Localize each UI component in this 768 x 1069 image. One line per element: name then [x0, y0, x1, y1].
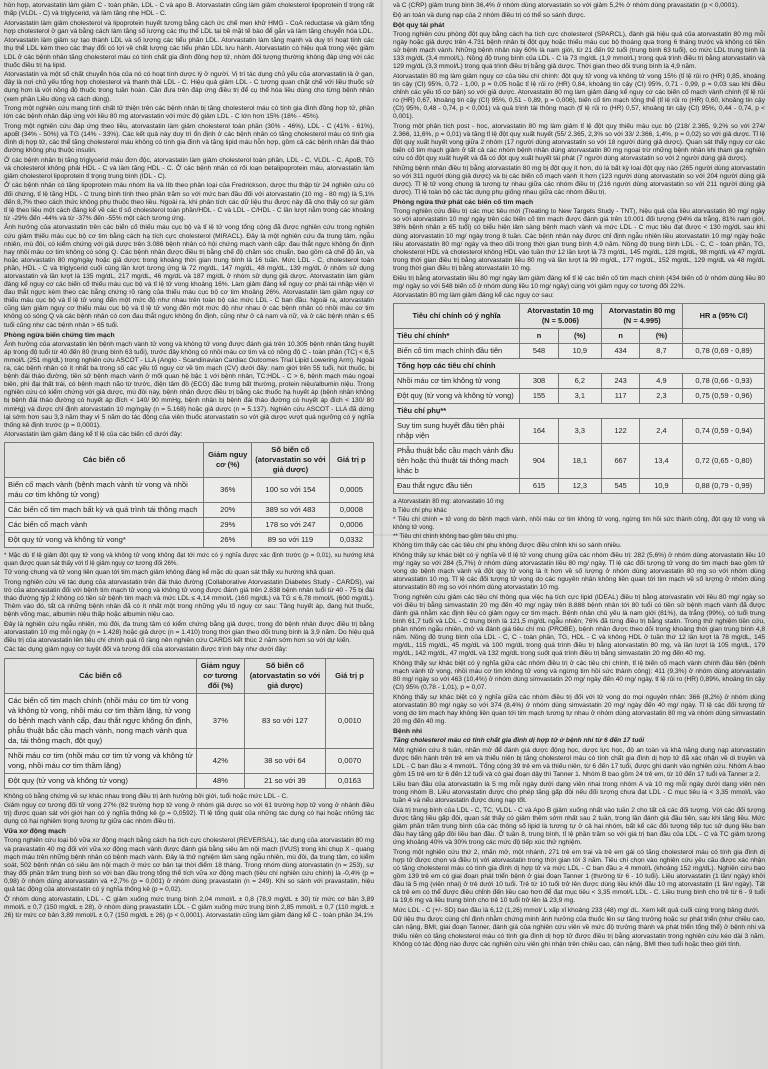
section-heading: Phòng ngừa biến chứng tim mạch — [4, 331, 115, 339]
table-cell: 0,88 (0,79 - 0,99) — [683, 479, 765, 494]
table-cell: 545 — [601, 479, 640, 494]
paragraph: Đây là nghiên cứu ngẫu nhiên, mù đôi, đa trung tâm có kiểm chứng bằng giả dược, trong đó bệnh nhân được điều trị bằng atorvastatin 10 mg mỗi ngày (n = 1.428) hoặc giả dược (n = 1.410) trong thời gian theo dõi trung bình là 3,9 năm. Do hiệu quả điều trị của atorvastatin lên tiêu chí chính quá rõ ràng nên nghiên cứu CARDS kết thúc 2 năm sớm hơn so với dự kiến. — [4, 620, 374, 644]
table-cell: Đột quỵ tử vong và không tử vong* — [5, 533, 204, 548]
table-cell: 0,75 (0,59 - 0,96) — [683, 389, 765, 404]
table-cell: 548 — [520, 344, 559, 359]
table-row — [394, 419, 765, 444]
table-cell: 10,9 — [640, 479, 683, 494]
table-header-cell: Số biến cố (atorvastatin so với giả dược) — [252, 443, 329, 478]
table-cell: 0,0008 — [329, 503, 373, 518]
table-row — [5, 478, 374, 503]
table-header-row — [5, 658, 374, 693]
table-cell: 0,74 (0,59 - 0,94) — [683, 419, 765, 444]
table-cell: 6,2 — [558, 374, 601, 389]
paragraph: Điều trị bằng atorvastatin liều 80 mg/ ngày làm giảm đáng kể tỉ lệ các biến cố tim mạch chính (434 biến cố ở nhóm dùng liều 80 mg/ ngày so với 548 biến cố ở nhóm dùng liều 10 mg/ ngày) cùng với giảm nguy cơ tương đối 22%. — [393, 274, 765, 290]
paragraph: Liều ban đầu của atorvastatin là 5 mg mỗi ngày dưới dạng viên nhai trong nhóm A và 10 mg mỗi ngày dưới dạng viên nén trong nhóm B. Liều atorvastatin được cho phép tăng gấp đôi nếu đối tượng chưa đạt LDL - C mục tiêu là < 3,35 mmol/L vào tuần 4 và nếu atorvastatin được dung nạp tốt. — [393, 780, 765, 805]
table-cell: (%) — [558, 329, 601, 344]
paragraph: Ở nhóm dùng atorvastatin, LDL - C giảm xuống mức trung bình 2,04 mmol/L ± 0,8 (78,9 mg/dL ± 30) từ mức cơ bản 3,89 mmol/L ± 0,7 (150 mg/dL ± 28), ở nhóm dùng pravastatin LDL - C giảm xuống mức trung bình 2,85 mmol/L ± 0,7 (110 mg/dL ± 26) từ mức cơ bản 3,89 mmol/L ± 0,7 (150 mg/dL ± 26) (p < 0,0001). Atorvastatin cũng làm giảm đáng kể C - toàn phần 34,1% — [4, 895, 374, 919]
table-cell: 89 so với 119 — [252, 533, 329, 548]
table-row — [394, 374, 765, 389]
table-footnote: ** Tiêu chí chính không bao gồm tiêu chí phụ. — [393, 533, 518, 541]
table-cell: (%) — [640, 329, 683, 344]
paragraph: Những bệnh nhân điều trị bằng atorvastatin 80 mg bị đột quỵ ít hơn, dù là bất kỳ loại đột quỵ nào (265 người dùng atorvastatin so với 311 người dùng giả dược) và bị các biến cố mạch vành ít hơn (123 người dùng atorvastatin so với 204 người dùng giả dược). Tỉ lệ tử vong chung là tương tự nhau giữa các nhóm điều trị (216 người dùng atorvastatin so với 211 người dùng giả dược). Tỉ lệ toàn bộ các tác dụng phụ giống nhau giữa các nhóm điều trị. — [393, 164, 765, 197]
table-footnote: b Tiêu chí phụ khác — [393, 507, 447, 515]
table-header-cell: Giảm nguy cơ tương đối (%) — [196, 658, 244, 693]
table-cell: 117 — [601, 389, 640, 404]
table-cell: Biến cố mạch vành (bệnh mạch vành tử vong và nhồi máu cơ tim không tử vong) — [5, 478, 204, 503]
left-column — [4, 2, 374, 1069]
table-cell: 2,3 — [640, 389, 683, 404]
paragraph: Trong một nghiên cứu mang tính chất tử thiện trên các bệnh nhân bị tăng cholesterol máu có tính gia đình đồng hợp tử, phần lớn các bệnh nhân đáp ứng với liều 80 mg atorvastatin với mức độ giảm LDL - C lớn hơn 15% (18% - 45%). — [4, 105, 374, 121]
table-cell: Tiêu chí chính* — [394, 329, 520, 344]
table-cell: 122 — [601, 419, 640, 444]
table-cell: 615 — [520, 479, 559, 494]
table-cell: Đau thắt ngực đầu tiên — [394, 479, 520, 494]
paragraph: Trong nghiên cứu phòng đột quỵ bằng cách hạ tích cực cholesterol (SPARCL), đánh giá hiệu quả của atorvastatin 80 mg mỗi ngày hoặc giả dược trên 4.731 bệnh nhân bị đột quỵ hoặc thiếu máu cục bộ thoáng qua trong 6 tháng trước và không có tiền sử bệnh mạch vành. Những bệnh nhân này 60% là nam giới, từ 21 đến 92 tuổi (trung bình 63 tuổi), có mức LDL trung bình là 133 mg/dL (3,4 mmol/L). Nồng độ trung bình của LDL - C là 73 mg/dL (1,9 mmol/L) trong quá trình điều trị bằng atorvastatin và 129 mg/dL (3,3 mmol/L) trong quá trình điều trị bằng giả dược. Thời gian theo dõi trung bình là 4,9 năm. — [393, 30, 765, 71]
table-cell: 83 so với 127 — [244, 693, 325, 748]
paragraph: Ở các bệnh nhân bị tăng triglycerid máu đơn độc, atorvastatin làm giảm cholesterol toàn phần, LDL - C, VLDL - C, ApoB, TG và cholesterol không phải HDL - C và làm tăng HDL - C. Ở các bệnh nhân có rối loạn betalipoprotein máu, atorvastatin làm giảm cholesterol lipoprotein tỉ trọng trung bình (IDL - C). — [4, 156, 374, 180]
paragraph: Các tác dụng giảm nguy cơ tuyệt đối và tương đối của atorvastatin được trình bày như dưới đây: — [4, 646, 288, 654]
table-cell: 8,7 — [640, 344, 683, 359]
section-heading: Vữa xơ động mạch — [4, 828, 66, 836]
table-cell: 904 — [520, 444, 559, 479]
paragraph: Ảnh hưởng của atorvastatin lên bệnh mạch vành tử vong và không tử vong được đánh giá trên 10.305 bệnh nhân tăng huyết áp trong độ tuổi từ 40 đến 80 (trung bình 63 tuổi), trước đây không có nhồi máu cơ tim và có nồng độ C - toàn phần (TC) < 6,5 mmol/L (251 mg/dL) trong nghiên cứu ASCOT - LLA (Anglo - Scandinavian Cardiac Outcomes Trial Lipid Lowering Arm). Ngoài ra, các bệnh nhân có ít nhất ba trong số các yếu tố nguy cơ về tim mạch (CV) dưới đây: nam giới trên 55 tuổi, hút thuốc, bị bệnh đái tháo đường, tiền sử bệnh mạch vành ở mối quan hệ bậc 1 với bệnh nhân, TC:HDL - C > 6, bệnh mạch máu ngoại biên, phì đại thất trái, có bệnh mạch não từ trước, điện tâm đồ (ECG) đặc trưng bất thường, protein niệu/albumin niệu. Trong nghiên cứu có kiểm chứng với giả dược, mù đôi này, bệnh nhân được điều trị bằng các thuốc hạ huyết áp (bệnh nhân không bị bệnh đái tháo đường có huyết áp đích < 140/ 90 mmHg, bệnh nhân bị bệnh đái tháo đường có huyết áp đích < 130/ 80 mmHg) và được chỉ định atorvastatin 10 mg/ngày (n = 5.168) hoặc giả dược (n = 5.137). Nghiên cứu ASCOT - LLA đã dừng lại sớm hơn sau 3,3 năm thay vì 5 năm do tác động của viên thuốc atorvastatin so với giả dược vượt quá ngưỡng có ý nghĩa thống kê định trước (p = 0,0001). — [4, 340, 374, 429]
table-cell: Đột quỵ (tử vong và không tử vong) — [394, 389, 520, 404]
paragraph: Không thấy sự khác biệt có ý nghĩa giữa các nhóm điều trị ở các tiêu chí chính, tỉ lệ biến cố mạch vành chính đầu tiên (bệnh mạch vành tử vong, nhồi máu cơ tim không tử vong và ngừng tim hồi sức thành công): 411 (9,3%) ở nhóm dùng atorvastatin 80 mg/ ngày so với 463 (10,4%) ở nhóm dùng simvastatin 20 mg/ ngày đến 40 mg/ ngày, tỉ lệ rủi ro (HR) 0,89%, khoảng tin cậy (CI) 95% (0,78 - 1,01), p = 0,07. — [393, 660, 765, 692]
table-cell: 42% — [196, 748, 244, 773]
events-table-ascot — [4, 442, 374, 548]
paragraph: hỗn hợp, atorvastatin làm giảm C - toàn phần, LDL - C và apo B. Atorvastatin cũng làm giảm cholesterol lipoprotein tỉ trọng rất thấp (VLDL - C) và triglycerid, và làm tăng nhẹ HDL - C. — [4, 2, 374, 18]
table-cell — [683, 329, 765, 344]
table-cell: 308 — [520, 374, 559, 389]
table-cell: 0,72 (0,65 - 0,80) — [683, 444, 765, 479]
section-heading: Phòng ngừa thứ phát các biến cố tim mạch — [393, 199, 534, 207]
table-row — [5, 773, 374, 788]
table-cell: n — [520, 329, 559, 344]
table-header-cell: Giảm nguy cơ (%) — [204, 443, 252, 478]
paragraph: Giá trị trung bình của LDL - C, TC, VLDL - C và Apo B giảm xuống nhất vào tuần 2 cho tất cả các đối tượng. Với các đối tượng được tăng liều gấp đôi, quan sát thấy có giảm thêm sớm nhất sau 2 tuần, trong lần đánh giá đầu tiên, sau khi tăng liều. Mức giảm phần trăm trung bình của các thông số lipid là tương tự ở cả hai nhóm, bất kể các đối tượng tiếp tục sử dụng liều ban đầu hay tăng gấp đôi liều ban đầu. Ở tuần 8, trung bình, tỉ lệ phần trăm so với giá trị ban đầu của LDL - C và TC giảm tương ứng khoảng 40% và 30% trong các mức độ tiếp xúc thử nghiệm. — [393, 806, 765, 847]
table-cell: 667 — [601, 444, 640, 479]
table-cell: Tổng hợp các tiêu chí chính — [394, 359, 765, 374]
table-cell: Biến cố tim mạch chính đầu tiên — [394, 344, 520, 359]
table-cell: 0,0332 — [329, 533, 373, 548]
table-cell: Suy tim sung huyết đầu tiên phải nhập viện — [394, 419, 520, 444]
section-heading: Bệnh nhi — [393, 728, 423, 736]
section-heading: Đột quỵ tái phát — [393, 21, 445, 29]
paragraph: Atorvastatin và một số chất chuyển hóa của nó có hoạt tính dược lý ở người. Vị trí tác dụng chủ yếu của atorvastatin là ở gan, đây là nơi chủ yếu tổng hợp cholesterol và thanh thải LDL - C. Hiệu quả giảm LDL - C tương quan chặt chẽ với liều thuốc sử dụng hơn là với nồng độ thuốc trong tuần hoàn. Cần đưa trên đáp ứng điều trị để cụ thể hóa liều dùng cho từng bệnh nhân (xem phần Liều dùng và cách dùng). — [4, 71, 374, 103]
table-cell: Các biến cố mạch vành — [5, 518, 204, 533]
right-column — [393, 2, 765, 1069]
table-cell: 243 — [601, 374, 640, 389]
table-subheader-row — [394, 329, 765, 344]
table-cell: 434 — [601, 344, 640, 359]
table-cell: Phẫu thuật bắc cầu mạch vành đầu tiên hoặc thủ thuật tái thông mạch khác b — [394, 444, 520, 479]
paragraph: Trong nghiên cứu giảm các tiêu chí thông qua việc hạ tích cực lipid (IDEAL) điều trị bằng atorvastatin với liều 80 mg/ ngày so với điều trị bằng simvastatin 20 mg đến 40 mg/ ngày trên 8.888 bệnh nhân tới 80 tuổi có tiền sử bệnh mạch vành đã được đánh giá nhằm xác định liệu có giảm nguy cơ tim mạch. Bệnh nhân chủ yếu là nam giới (81%), da trắng (99%), có tuổi trung bình 61,7 tuổi và LDL - C trung bình là 121,5 mg/dL ngẫu nhiên; 76% đã từng điều trị bằng statin. Trong thử nghiệm tiền cứu, phân nhóm ngẫu nhiên, mở và đánh giá tiêu chí mù (PROBE), bệnh nhân được theo dõi trong khoảng thời gian trung bình 4,8 năm. Nồng độ trung bình của LDL - C, C - toàn phần, TG, HDL - C và không HDL ở tuần thứ 12 lần lượt là 78 mg/dL, 145 mg/dL, 115 mg/dL, 45 mg/dL và 100 mg/dL trong quá trình điều trị bằng atorvastatin 80 mg, và lần lượt là 105 mg/dL, 179 mg/dL, 142 mg/dL, 47 mg/dL và 132 mg/dL trong suốt quá trình điều trị bằng simvastatin 20 mg đến 40 mg. — [393, 593, 765, 658]
table-cell: Các biến cố tim mạch chính (nhồi máu cơ tim tử vong và không tử vong, nhồi máu cơ tim thầm lặng, tử vong do bệnh mạch vành cấp, đau thắt ngực không ổn định, phẫu thuật bắc cầu mạch vành, nong mạch vành qua da, tái thông mạch, đột quỵ) — [5, 693, 197, 748]
table-group-row — [394, 359, 765, 374]
table-header-cell: Atorvastatin 10 mg (N = 5.006) — [520, 304, 602, 329]
table-cell: 20% — [204, 503, 252, 518]
table-header-cell: Các biến cố — [5, 658, 197, 693]
paragraph: Không thấy sự khác biệt có ý nghĩa giữa các nhóm điều trị đối với tử vong do mọi nguyên nhân: 366 (8,2%) ở nhóm dùng atorvastatin 80 mg/ ngày so với 374 (8,4%) ở nhóm dùng simvastatin 20 mg/ ngày đến 40 mg/ ngày. Tỉ lệ các đối tượng tử vong do tim mạch hay không liên quan tới tim mạch tương tự nhau ở nhóm dùng atorvastatin 80 mg và nhóm dùng simvastatin 20 mg đến 40 mg. — [393, 693, 765, 726]
table-cell: 21 so với 39 — [244, 773, 325, 788]
paragraph: Trong nghiên cứu điều trị các mục tiêu mới (Treating to New Targets Study - TNT), hiệu quả của liều atorvastatin 80 mg/ ngày so với atorvastatin 10 mg/ ngày trên các biến cố tim mạch được đánh giá trên 10.001 đối tượng (94% da trắng, 81% nam giới, 38% bệnh nhân ≥ 65 tuổi) có biểu hiện lâm sàng bệnh mạch vành và mức LDL - C mục tiêu đạt được < 130 mg/dL sau khi dùng atorvastatin 10 mg/ ngày trong 8 tuần. Các bệnh nhân này được chỉ định ngẫu nhiên liều atorvastatin 10 mg/ ngày hoặc liều atorvastatin 80 mg/ ngày và theo dõi trong thời gian trung bình 4,9 năm. Nồng độ trung bình LDL - C, C - toàn phần, TG, cholesterol HDL và cholesterol không HDL vào tuần thứ 12 lần lượt là 73 mg/dL, 145 mg/dL, 128 mg/dL, 98 mg/dL và 47 mg/dL trong thời gian điều trị bằng atorvastatin liều 80 mg và lần lượt là 99 mg/dL, 177 mg/dL, 152 mg/dL, 129 mg/dL và 48 mg/dL trong thời gian điều trị bằng atorvastatin 10 mg. — [393, 208, 765, 272]
table-cell: 12,3 — [558, 479, 601, 494]
table-cell: 0,0070 — [326, 748, 374, 773]
table-row — [5, 518, 374, 533]
table-cell: 0,0006 — [329, 518, 373, 533]
table-row — [5, 748, 374, 773]
table-row — [394, 389, 765, 404]
table-row — [5, 503, 374, 518]
tnt-outcomes-table — [393, 303, 765, 494]
table-cell: 4,9 — [640, 374, 683, 389]
table-header-cell: Atorvastatin 80 mg (N = 4.995) — [601, 304, 683, 329]
table-header-cell: Giá trị p — [326, 658, 374, 693]
paragraph: Trong một phân tích post - hoc, atorvastatin 80 mg làm giảm tỉ lệ đột quỵ thiếu máu cục bộ (218/ 2.365, 9,2% so với 274/ 2.366, 11,6%, p = 0,01) và tăng tỉ lệ đột quỵ xuất huyết (55/ 2.365, 2,3% so với 33/ 2.366, 1,4%, p = 0,02) so với giả dược. Tỉ lệ đột quỵ xuất huyết vong giữa 2 nhóm (17 người dùng atorvastatin so với 18 người dùng giả dược). Quan sát thấy nguy cơ các biến cố tim mạch giảm ở tất cả các nhóm bệnh nhân dùng atorvastatin 80 mg ngoại trừ những bệnh nhân khi tham gia nghiên cứu có đột quỵ xuất huyết và đã có đột quỵ xuất huyết tái phát (7 người dùng atorvastatin so với 2 người dùng giả dược). — [393, 122, 765, 163]
paragraph: Atorvastatin làm giảm sự tạo thành LDL và số lượng các tiểu phân LDL. Atorvastatin làm tăng mạnh và duy trì hoạt tính các thụ thể LDL kèm theo các thay đổi có lợi về chất lượng các tiểu phân LDL lưu hành. Atorvastatin có hiệu quả trong việc giảm LDL ở các bệnh nhân tăng cholesterol máu có tính chất gia đình đồng hợp tử, nhóm đối tượng thường không đáp ứng với các thuốc điều trị hạ lipid. — [4, 37, 374, 69]
table-header-row — [5, 443, 374, 478]
table-cell: 38 so với 64 — [244, 748, 325, 773]
paragraph: Không thấy sự khác biệt có ý nghĩa về tỉ lệ tử vong chung giữa các nhóm điều trị: 282 (5,6%) ở nhóm dùng atorvastatin liều 10 mg/ ngày so với 284 (5,7%) ở nhóm dùng atorvastatin liều 80 mg/ ngày. Tỉ lệ các đối tượng tử vong do tim mạch bao gồm tử vong do bệnh mạch vành và đột quỵ tử vong là ít hơn về số lượng ở nhóm dùng atorvastatin 80 mg so với nhóm dùng atorvastatin 10 mg. Tỉ lệ các đối tượng tử vong do các nguyên nhân không liên quan tới tim mạch về số lượng ở nhóm dùng atorvastatin 80 mg so với nhóm dùng atorvastatin 10 mg. — [393, 551, 765, 592]
table-cell: 3,3 — [558, 419, 601, 444]
paragraph: Mức LDL - C (+/- SD) ban đầu là 6,12 (1,26) mmol/ L xấp xỉ khoảng 233 (48) mg/ dL. Xem kết quả cuối cùng trong bảng dưới. — [393, 906, 760, 914]
table-cell: 0,0010 — [326, 693, 374, 748]
table-cell: 26% — [204, 533, 252, 548]
table-cell: 0,78 (0,66 - 0,93) — [683, 374, 765, 389]
table-row — [394, 479, 765, 494]
paragraph: Giảm nguy cơ tương đối tử vong 27% (82 trường hợp tử vong ở nhóm giả dược so với 61 trường hợp tử vong ở nhánh điều trị) được quan sát với giới hạn có ý nghĩa thống kê (p = 0,0592). Tỉ lệ tổng quát của những tác dụng có hại hoặc những tác dụng có hại nghiêm trọng tương tự giữa các nhóm điều trị. — [4, 802, 374, 826]
table-cell: 155 — [520, 389, 559, 404]
subsection-heading: Tăng cholesterol máu có tính chất gia đình dị hợp tử ở bệnh nhi từ 6 đến 17 tuổi — [393, 737, 645, 745]
table-cell: 48% — [196, 773, 244, 788]
table-row — [5, 533, 374, 548]
table-cell: 3,1 — [558, 389, 601, 404]
table-header-cell: Các biến cố — [5, 443, 204, 478]
table-cell: Nhồi máu cơ tim (nhồi máu cơ tim tử vong và không tử vong, nhồi máu cơ tim thầm lặng) — [5, 748, 197, 773]
table-header-row — [394, 304, 765, 329]
table-header-cell: Tiêu chí chính có ý nghĩa — [394, 304, 520, 329]
table-header-cell: Số biến cố (atorvastatin so với giả dược) — [244, 658, 325, 693]
table-cell: 164 — [520, 419, 559, 444]
paragraph: và C (CRP) giảm trung bình 36,4% ở nhóm dùng atorvastatin so với giảm 5,2% ở nhóm dùng pravastatin (p < 0,0001). — [393, 2, 739, 9]
table-footnote: * Mặc dù tỉ lệ giảm đột quỵ tử vong và không tử vong không đạt tới mức có ý nghĩa được xác định trước (p = 0,01), xu hướng khả quan được quan sát thấy với tỉ lệ giảm nguy cơ tương đối 26%. — [4, 552, 374, 567]
table-row — [5, 693, 374, 748]
table-cell: 10,9 — [558, 344, 601, 359]
table-group-row — [394, 404, 765, 419]
table-header-cell: HR a (95% CI) — [683, 304, 765, 329]
table-cell: 13,4 — [640, 444, 683, 479]
paragraph: Atorvastatin làm giảm cholesterol và lipoprotein huyết tương bằng cách ức chế men khử HMG - CoA reductase và giảm tổng hợp cholesterol ở gan và bằng cách làm tăng số lượng các thụ thể LDL tại bề mặt tế bào để gắn và làm tăng chuyển hóa LDL. — [4, 19, 374, 35]
table-row — [394, 344, 765, 359]
paragraph: Trong một nghiên cứu đáp ứng theo liều, atorvastatin làm giảm cholesterol toàn phần (30% - 46%), LDL - C (41% - 61%), apoB (34% - 50%) và TG (14% - 33%). Các kết quả này duy trì ổn định ở các bệnh nhân có tăng cholesterol máu có tính gia đình dị hợp tử, các thể tăng cholesterol máu không có tính gia đình và tăng lipid máu hỗn hợp, gồm cả các bệnh nhân đái tháo đường không phụ thuộc insulin. — [4, 122, 374, 155]
paragraph: Độ an toàn và dung nạp của 2 nhóm điều trị có thể so sánh được. — [393, 11, 586, 19]
paragraph: Ảnh hưởng của atorvastatin trên các biến cố thiếu máu cục bộ và tỉ lệ tử vong tổng cộng đã được nghiên cứu trong nghiên cứu giảm thiếu máu cục bộ cơ tim bằng cách hạ tích cực cholesterol (MIRACL). Đây là một nghiên cứu đa trung tâm, ngẫu nhiên, mù đôi, có kiểm chứng với giả dược trên 3.086 bệnh nhân có hội chứng mạch vành cấp: đau thắt ngực không ổn định hay nhồi máu cơ tim không có sóng Q. Các bệnh nhân được điều trị bằng chế độ chăm sóc chuẩn, bao gồm cả chế độ ăn, và hoặc atorvastatin 80 mg/ngày hoặc giả dược trong khoảng thời gian trung bình là 16 tuần. Mức LDL - C, cholesterol toàn phần, HDL - C và triglycerid cuối cùng lần lượt tương ứng là 72 mg/dL, 147 mg/dL, 48 mg/dL, 139 mg/dL ở nhóm sử dụng atorvastatin và lần lượt là 135 mg/dL, 217 mg/dL, 46 mg/dL và 187 mg/dL ở nhóm sử dụng giả dược. Atorvastatin làm giảm đáng kể nguy cơ các biến cố thiếu máu cục bộ và tỉ lệ tử vong khoảng 16%. Làm giảm đáng kể nguy cơ phải tái nhập viện vì đau thắt ngực kèm theo các bằng chứng rõ ràng của thiếu máu cục bộ cơ tim khoảng 26%. Atorvastatin làm giảm nguy cơ thiếu máu cục bộ và tỉ lệ tử vong đến một mức độ như nhau trên toàn bộ các mức LDL - C ban đầu. Ngoài ra, atorvastatin cũng làm giảm nguy cơ thiếu máu cục bộ và tỉ lệ tử vong đến một mức độ như nhau ở các bệnh nhân có nhồi máu cơ tim không có sóng Q và các bệnh nhân có cơn đau thắt ngực không ổn định, cũng như ở cả nam và nữ, và ở các bệnh nhân ≤ 65 tuổi cũng như các bệnh nhân > 65 tuổi. — [4, 224, 374, 329]
table-cell: Các biến cố tim mạch bất kỳ và quá trình tái thông mạch — [5, 503, 204, 518]
table-cell: 18,1 — [558, 444, 601, 479]
table-cell: 178 so với 247 — [252, 518, 329, 533]
table-cell: Tiêu chí phụ** — [394, 404, 765, 419]
paragraph: Trong nghiên cứu về tác dụng của atorvastatin trên đái tháo đường (Collaborative Atorvastatin Diabetes Study - CARDS), vai trò của atorvastatin đối với bệnh tim mạch tử vong và không tử vong được đánh giá trên 2.838 bệnh nhân tuổi từ 40 - 75 bị đái tháo đường týp 2 không có tiền sử bệnh tim mạch và mức LDL ≤ 4,14 mmol/L (160 mg/dL) và TG ≤ 6,78 mmol/L (600 mg/dL). Thêm vào đó, tất cả những bệnh nhân đã có ít nhất một trong những yếu tố nguy cơ sau: Tăng huyết áp, đang hút thuốc, bệnh võng mạc, albumin niệu thấp hoặc albumin niệu cao. — [4, 578, 374, 619]
paragraph: Ở các bệnh nhân có tăng lipoprotein máu nhóm IIa và IIb theo phân loại của Fredrickson, dược thu thập từ 24 nghiên cứu có đối chứng, tỉ lệ tăng HDL - C trung bình tính theo phần trăm so với mức ban đầu đối với atorvastatin (10 mg - 80 mg) là 5,1% đến 8,7% theo cách thức không phụ thuộc theo liều. Ngoài ra, khi phân tích các dữ liệu thu được này đã cho thấy có sự giảm tỉ lệ theo liều một cách đáng kể về các tỉ số cholesterol toàn phần/HDL - C và LDL - C/HDL - C lần lượt nằm trong các khoảng từ -29% đến -44% và từ -37% đến -55% một cách tương ứng. — [4, 182, 374, 222]
table-cell: 0,0005 — [329, 478, 373, 503]
paragraph: Trong một nghiên cứu thứ 2, nhãn mở, một nhánh, 271 trẻ em trai và trẻ em gái có tăng cholesterol máu có tính gia đình dị hợp tử được chọn và điều trị với atorvastatin trong thời gian tới 3 năm. Tiêu chí chọn vào nghiên cứu yêu cầu được xác nhận có tăng cholesterol máu có tính gia đình dị hợp tử và mức LDL - C ban đầu ≥ 4 mmol/L (khoảng 152 mg/dL). Nghiên cứu bao gồm 139 trẻ em có giai đoạn phát triển bệnh ở giai đoạn Tanner 1 (thường từ 6 - 10 tuổi). Liều atorvastatin (1 lần/ ngày) khởi đầu là 5 mg (viên nhai) ở trẻ dưới 10 tuổi. Trẻ từ 10 tuổi trở lên được dùng liều khởi đầu 10 mg atorvastatin (1 lần/ ngày). Tất cả trẻ em có thể được điều chỉnh đến liều cao hơn để đạt mục tiêu < 3,35 mmol/L LDL - C. Liều trung bình cho trẻ từ 6 - 9 tuổi là 19,6 mg và liều trung bình cho trẻ 10 tuổi trở lên là 23,9 mg. — [393, 848, 765, 905]
table-footnote: * Tiêu chí chính = tử vong do bệnh mạch vành, nhồi máu cơ tim không tử vong, ngừng tim hồi sức thành công, đột quỵ tử vong và không tử vong. — [393, 516, 765, 532]
table-cell: 0,78 (0,69 - 0,89) — [683, 344, 765, 359]
paragraph: Không tìm thấy các các tiêu chí phụ không được điều chỉnh khi so sánh nhiều. — [393, 542, 622, 550]
paragraph: Trong nghiên cứu loại bỏ vữa xơ động mạch bằng cách hạ tích cực cholesterol (REVERSAL), tác dụng của atorvastatin 80 mg và pravastatin 40 mg đối với vữa xơ động mạch vành được đánh giá bằng siêu âm nội mạch (IVUS) trong khi chụp X - quang mạch máu trên những bệnh nhân có bệnh mạch vành. Đây là thử nghiệm lâm sàng ngẫu nhiên, mù đôi, đa trung tâm, có kiểm soát, 502 bệnh nhân có siêu âm nội mạch ở mức cơ bản tại thời điểm 18 tháng. Trong nhóm dùng atorvastatin (n = 253), sự thay đổi phần trăm trung bình so với ban đầu trong tổng thể tích vữa xơ động mạch (tiêu chí nghiên cứu chính) là -0,4% (p = 0,98) ở nhóm dùng atorvastatin và +2,7% (p = 0,001) ở nhóm dùng pravastatin (n = 249). Khi so sánh với pravastatin, hiệu quả tác động của atorvastatin có ý nghĩa thống kê (p = 0,02). — [4, 837, 374, 894]
table-cell: 100 so với 154 — [252, 478, 329, 503]
table-cell: 2,4 — [640, 419, 683, 444]
table-cell: 37% — [196, 693, 244, 748]
table-header-cell: Giá trị p — [329, 443, 373, 478]
paragraph: Dữ liệu thu được cùng chỉ định nhằm chứng minh ảnh hưởng của thuốc lên sự tăng trưởng hoặc sự phát triển (như chiều cao, cân nặng, BMI, giai đoạn Tanner, đánh giá của nghiên cứu viên về mức độ trưởng thành và phát triển tổng thể) ở bệnh nhi và thiếu niên có tăng cholesterol máu có tính gia đình dị hợp tử được điều trị bằng atorvastatin trong nghiên cứu kéo dài 3 năm. Không có tác động nào được các nghiên cứu viên ghi nhận trên chiều cao, cân nặng, BMI theo tuổi hoặc theo giới tính. — [393, 916, 765, 948]
table-cell: 0,0163 — [326, 773, 374, 788]
paragraph: Atorvastatin làm giảm đáng kể tỉ lệ của các biến cố dưới đây: — [4, 431, 183, 439]
table-cell: 389 so với 483 — [252, 503, 329, 518]
paragraph: Một nghiên cứu 8 tuần, nhãn mở để đánh giá dược động học, dược lực học, độ an toàn và khả năng dung nạp atorvastatin được tiến hành trên trẻ em và thiếu niên bị tăng cholesterol máu có tính chất gia đình dị hợp tử đã xác nhận về di truyền và LDL - C ban đầu ≥ 4 mmol/L. Tổng cộng 39 trẻ em và thiếu niên, từ 6 đến 17 tuổi, được ghi danh vào nghiên cứu. Nhóm A bao gồm 15 trẻ em từ 6 đến 12 tuổi và có giai đoạn dậy thì Tanner 1. Nhóm B bao gồm 24 trẻ em, từ 10 đến 17 tuổi và Tanner ≥ 2. — [393, 747, 765, 779]
paragraph: Atorvastatin 80 mg làm giảm nguy cơ của tiêu chí chính: đột quỵ tử vong và không tử vong 15% (tỉ lệ rủi ro (HR) 0,85, khoảng tin cậy (CI) 95%, 0,72 - 1,00, p = 0,05 hoặc tỉ lệ rủi ro (HR) 0,84, khoảng tin cậy (CI) 95%, 0,71 - 0,99, p = 0,03 sau khi điều chỉnh các yếu tố cơ bản) so với giả dược. Atorvastatin 80 mg làm giảm đáng kể nguy cơ các biến cố mạch vành chính (tỉ lệ rủi ro (HR) 0,67, khoảng tin cậy (CI) 95%, 0,51 - 0,89, p = 0,006), biến cố tim mạch tổng thể (tỉ lệ rủi ro (HR) 0,60, khoảng tin cậy (CI) 95%, 0,48 - 0,74, p < 0,001) và quá trình tái thông mạch (tỉ lệ rủi ro (HR) 0,57, khoảng tin cậy (CI) 95%, 0,44 - 0,74, p < 0,001). — [393, 72, 765, 121]
table-cell: n — [601, 329, 640, 344]
table-row — [394, 444, 765, 479]
table-footnote: a Atorvastatin 80 mg: atorvastatin 10 mg — [393, 498, 504, 506]
events-table-cards — [4, 658, 374, 789]
table-cell: Đột quỵ (tử vong và không tử vong) — [5, 773, 197, 788]
paragraph: Không có bằng chứng về sự khác nhau trong điều trị ảnh hưởng bởi giới, tuổi hoặc mức LDL - C. — [4, 792, 289, 800]
paragraph: Atorvastatin 80 mg làm giảm đáng kể các nguy cơ sau: — [393, 292, 554, 300]
table-cell: 29% — [204, 518, 252, 533]
table-cell: 36% — [204, 478, 252, 503]
table-cell: Nhồi máu cơ tim không tử vong — [394, 374, 520, 389]
paragraph: Tử vong chung và tử vong liên quan tới tim mạch giảm không đáng kể mặc dù quan sát thấy xu hướng khả quan. — [4, 569, 336, 577]
